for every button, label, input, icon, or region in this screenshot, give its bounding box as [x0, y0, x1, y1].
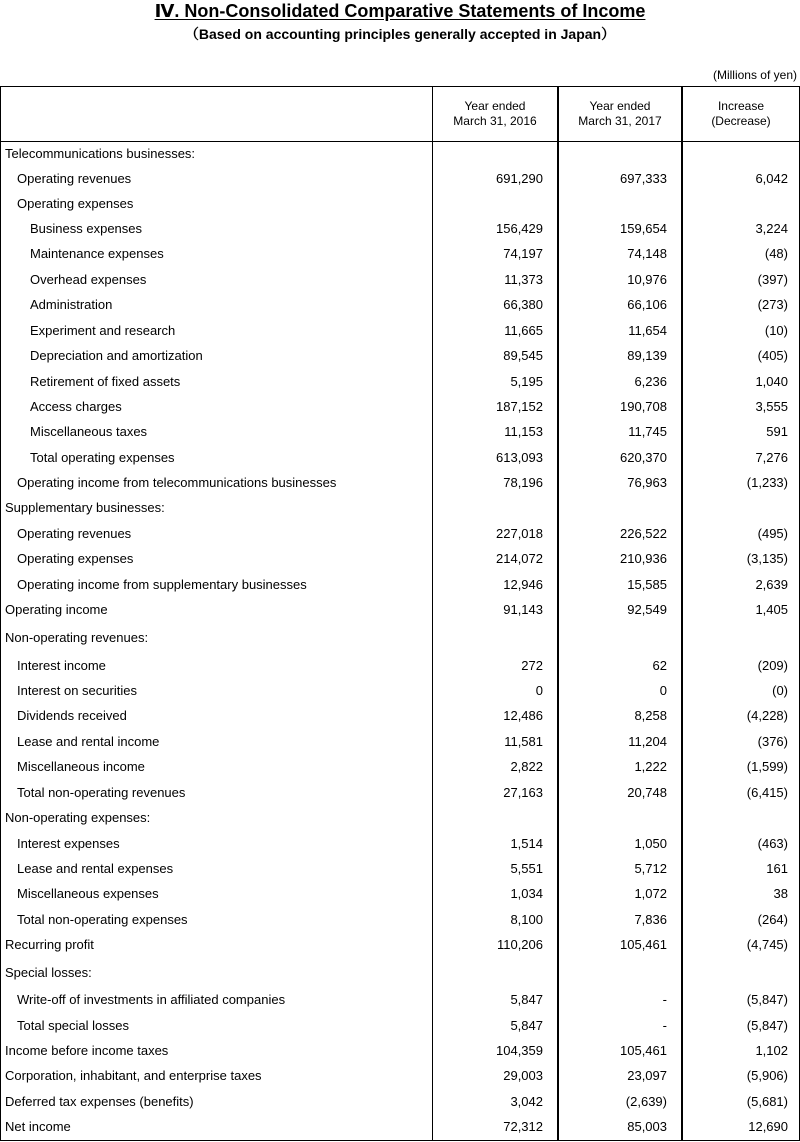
value-fy2017: 105,461: [620, 937, 667, 952]
header-change: Increase (Decrease): [711, 99, 771, 128]
value-change: 7,276: [755, 450, 788, 465]
row-label: Maintenance expenses: [30, 246, 164, 261]
value-fy2017: 11,204: [628, 734, 667, 749]
value-change: (1,233): [746, 475, 788, 490]
table-row: [1, 806, 799, 830]
table-row: [1, 730, 799, 754]
table-row: [1, 268, 799, 292]
value-fy2016: 89,545: [503, 348, 543, 363]
table-row: [1, 319, 799, 343]
table-row: [1, 704, 799, 728]
value-change: (6,415): [746, 785, 788, 800]
value-fy2016: 12,946: [503, 577, 543, 592]
row-label: Retirement of fixed assets: [30, 374, 181, 389]
income-statement-table: [0, 86, 800, 1141]
table-row: [1, 573, 799, 597]
value-fy2016: 5,195: [510, 374, 543, 389]
value-change: (209): [757, 658, 788, 673]
table-row: [1, 654, 799, 678]
value-fy2016: 1,034: [510, 886, 543, 901]
value-fy2017: 20,748: [627, 785, 667, 800]
row-label: Lease and rental income: [17, 734, 160, 749]
table-row: [1, 857, 799, 881]
value-fy2017: 76,963: [627, 475, 667, 490]
table-row: [1, 1090, 799, 1114]
value-fy2017: 159,654: [620, 221, 667, 236]
value-fy2017: 85,003: [627, 1119, 667, 1134]
value-fy2016: 12,486: [503, 708, 543, 723]
table-row: [1, 471, 799, 495]
row-label: Non-operating expenses:: [5, 810, 151, 825]
row-label: Deferred tax expenses (benefits): [5, 1094, 194, 1109]
value-fy2016: 3,042: [510, 1094, 543, 1109]
row-label: Experiment and research: [30, 323, 176, 338]
value-fy2017: 105,461: [620, 1043, 667, 1058]
value-fy2016: 29,003: [503, 1068, 543, 1083]
row-label: Dividends received: [17, 708, 127, 723]
value-fy2016: 11,665: [504, 323, 543, 338]
value-change: (0): [772, 683, 788, 698]
value-change: (4,228): [746, 708, 788, 723]
table-row: [1, 547, 799, 571]
table-row: [1, 1014, 799, 1038]
value-change: (264): [757, 912, 788, 927]
table-row: [1, 446, 799, 470]
value-fy2017: 697,333: [620, 171, 667, 186]
row-label: Administration: [30, 297, 113, 312]
table-row: [1, 293, 799, 317]
value-fy2016: 0: [535, 683, 543, 698]
row-label: Overhead expenses: [30, 272, 147, 287]
value-fy2017: 10,976: [627, 272, 667, 287]
row-label: Interest income: [17, 658, 106, 673]
value-fy2017: 92,549: [627, 602, 667, 617]
value-change: (10): [764, 323, 788, 338]
row-label: Total operating expenses: [30, 450, 175, 465]
value-change: 6,042: [755, 171, 788, 186]
value-fy2017: 0: [659, 683, 667, 698]
value-fy2016: 8,100: [510, 912, 543, 927]
unit-note: (Millions of yen): [712, 68, 797, 82]
value-fy2016: 72,312: [503, 1119, 543, 1134]
statement-title: Ⅳ. Non-Consolidated Comparative Statements of Income: [154, 1, 646, 21]
table-row: [1, 242, 799, 266]
row-label: Telecommunications businesses:: [5, 146, 196, 161]
value-fy2017: 62: [652, 658, 667, 673]
value-fy2016: 227,018: [496, 526, 543, 541]
value-change: (48): [764, 246, 788, 261]
value-change: (495): [757, 526, 788, 541]
row-label: Miscellaneous income: [17, 759, 145, 774]
statement-subtitle: （Based on accounting principles generally accepted in Japan）: [184, 26, 616, 42]
value-fy2016: 214,072: [496, 551, 543, 566]
value-change: 38: [773, 886, 788, 901]
value-fy2016: 156,429: [496, 221, 543, 236]
table-row: [1, 217, 799, 241]
value-fy2017: 226,522: [620, 526, 667, 541]
table-row: [1, 781, 799, 805]
value-fy2016: 5,847: [510, 1018, 543, 1033]
value-fy2016: 110,206: [496, 937, 543, 952]
row-label: Corporation, inhabitant, and enterprise taxes: [5, 1068, 262, 1083]
value-change: 161: [766, 861, 788, 876]
value-fy2016: 27,163: [503, 785, 543, 800]
table-row: [1, 142, 799, 166]
row-label: Operating income from supplementary businesses: [17, 577, 307, 592]
table-row: [1, 755, 799, 779]
value-fy2017: 5,712: [634, 861, 667, 876]
table-row: [1, 344, 799, 368]
value-fy2017: 8,258: [634, 708, 667, 723]
row-label: Write-off of investments in affiliated companies: [17, 992, 286, 1007]
value-fy2017: 11,654: [628, 323, 667, 338]
value-change: (4,745): [746, 937, 788, 952]
table-row: [1, 933, 799, 957]
table-row: [1, 496, 799, 520]
value-fy2017: 1,072: [634, 886, 667, 901]
value-fy2016: 66,380: [503, 297, 543, 312]
value-fy2016: 78,196: [503, 475, 543, 490]
table-row: [1, 522, 799, 546]
value-fy2016: 5,551: [510, 861, 543, 876]
value-fy2017: 1,050: [634, 836, 667, 851]
table-row: [1, 1064, 799, 1088]
value-fy2017: -: [662, 992, 667, 1007]
value-fy2016: 613,093: [496, 450, 543, 465]
value-change: 591: [766, 424, 788, 439]
row-label: Operating revenues: [17, 526, 132, 541]
value-fy2017: 23,097: [627, 1068, 667, 1083]
value-fy2017: 89,139: [627, 348, 667, 363]
value-fy2016: 74,197: [503, 246, 543, 261]
value-change: (3,135): [746, 551, 788, 566]
table-row: [1, 882, 799, 906]
value-change: (1,599): [746, 759, 788, 774]
value-change: 1,102: [755, 1043, 788, 1058]
value-fy2017: -: [662, 1018, 667, 1033]
value-fy2017: 74,148: [627, 246, 667, 261]
row-label: Total non-operating expenses: [17, 912, 188, 927]
value-fy2017: (2,639): [625, 1094, 667, 1109]
row-label: Operating income: [5, 602, 108, 617]
row-label: Interest on securities: [17, 683, 137, 698]
row-label: Access charges: [30, 399, 122, 414]
value-fy2016: 5,847: [510, 992, 543, 1007]
value-fy2016: 91,143: [503, 602, 543, 617]
row-label: Non-operating revenues:: [5, 630, 149, 645]
row-label: Total non-operating revenues: [17, 785, 186, 800]
value-fy2017: 1,222: [634, 759, 667, 774]
table-row: [1, 988, 799, 1012]
value-fy2016: 11,153: [504, 424, 543, 439]
value-fy2016: 187,152: [496, 399, 543, 414]
row-label: Miscellaneous taxes: [30, 424, 148, 439]
row-label: Operating revenues: [17, 171, 132, 186]
table-row: [1, 420, 799, 444]
value-change: (376): [757, 734, 788, 749]
value-fy2016: 104,359: [496, 1043, 543, 1058]
row-label: Special losses:: [5, 965, 92, 980]
table-row: [1, 598, 799, 622]
table-row: [1, 1115, 799, 1139]
table-row: [1, 370, 799, 394]
table-row: [1, 1039, 799, 1063]
value-change: 12,690: [748, 1119, 788, 1134]
value-fy2017: 620,370: [620, 450, 667, 465]
row-label: Net income: [5, 1119, 71, 1134]
value-change: 2,639: [755, 577, 788, 592]
value-fy2016: 691,290: [496, 171, 543, 186]
table-row: [1, 167, 799, 191]
value-fy2017: 7,836: [634, 912, 667, 927]
value-fy2016: 1,514: [510, 836, 543, 851]
row-label: Income before income taxes: [5, 1043, 169, 1058]
row-label: Operating expenses: [17, 196, 134, 211]
table-row: [1, 626, 799, 650]
row-label: Total special losses: [17, 1018, 129, 1033]
table-row: [1, 192, 799, 216]
row-label: Supplementary businesses:: [5, 500, 165, 515]
row-label: Depreciation and amortization: [30, 348, 203, 363]
table-row: [1, 961, 799, 985]
value-fy2017: 15,585: [627, 577, 667, 592]
value-fy2016: 11,373: [504, 272, 543, 287]
value-change: (5,847): [746, 992, 788, 1007]
row-label: Lease and rental expenses: [17, 861, 174, 876]
value-change: 3,224: [755, 221, 788, 236]
value-fy2017: 210,936: [620, 551, 667, 566]
value-change: (5,847): [746, 1018, 788, 1033]
value-change: (5,681): [746, 1094, 788, 1109]
table-row: [1, 679, 799, 703]
value-change: (463): [757, 836, 788, 851]
value-change: 1,040: [755, 374, 788, 389]
value-change: (273): [757, 297, 788, 312]
value-fy2017: 6,236: [634, 374, 667, 389]
row-label: Operating income from telecommunications businesses: [17, 475, 337, 490]
row-label: Business expenses: [30, 221, 143, 236]
value-fy2016: 272: [521, 658, 543, 673]
value-change: 3,555: [755, 399, 788, 414]
table-row: [1, 908, 799, 932]
value-change: (405): [757, 348, 788, 363]
row-label: Miscellaneous expenses: [17, 886, 159, 901]
table-header: [1, 87, 799, 142]
row-label: Interest expenses: [17, 836, 120, 851]
value-change: 1,405: [755, 602, 788, 617]
table-row: [1, 832, 799, 856]
value-change: (5,906): [746, 1068, 788, 1083]
value-fy2017: 66,106: [627, 297, 667, 312]
value-fy2016: 11,581: [504, 734, 543, 749]
header-fy2016: Year ended March 31, 2016: [453, 99, 537, 128]
row-label: Recurring profit: [5, 937, 94, 952]
row-label: Operating expenses: [17, 551, 134, 566]
value-fy2016: 2,822: [510, 759, 543, 774]
table-row: [1, 395, 799, 419]
header-fy2017: Year ended March 31, 2017: [578, 99, 662, 128]
value-fy2017: 11,745: [628, 424, 667, 439]
value-fy2017: 190,708: [620, 399, 667, 414]
value-change: (397): [757, 272, 788, 287]
